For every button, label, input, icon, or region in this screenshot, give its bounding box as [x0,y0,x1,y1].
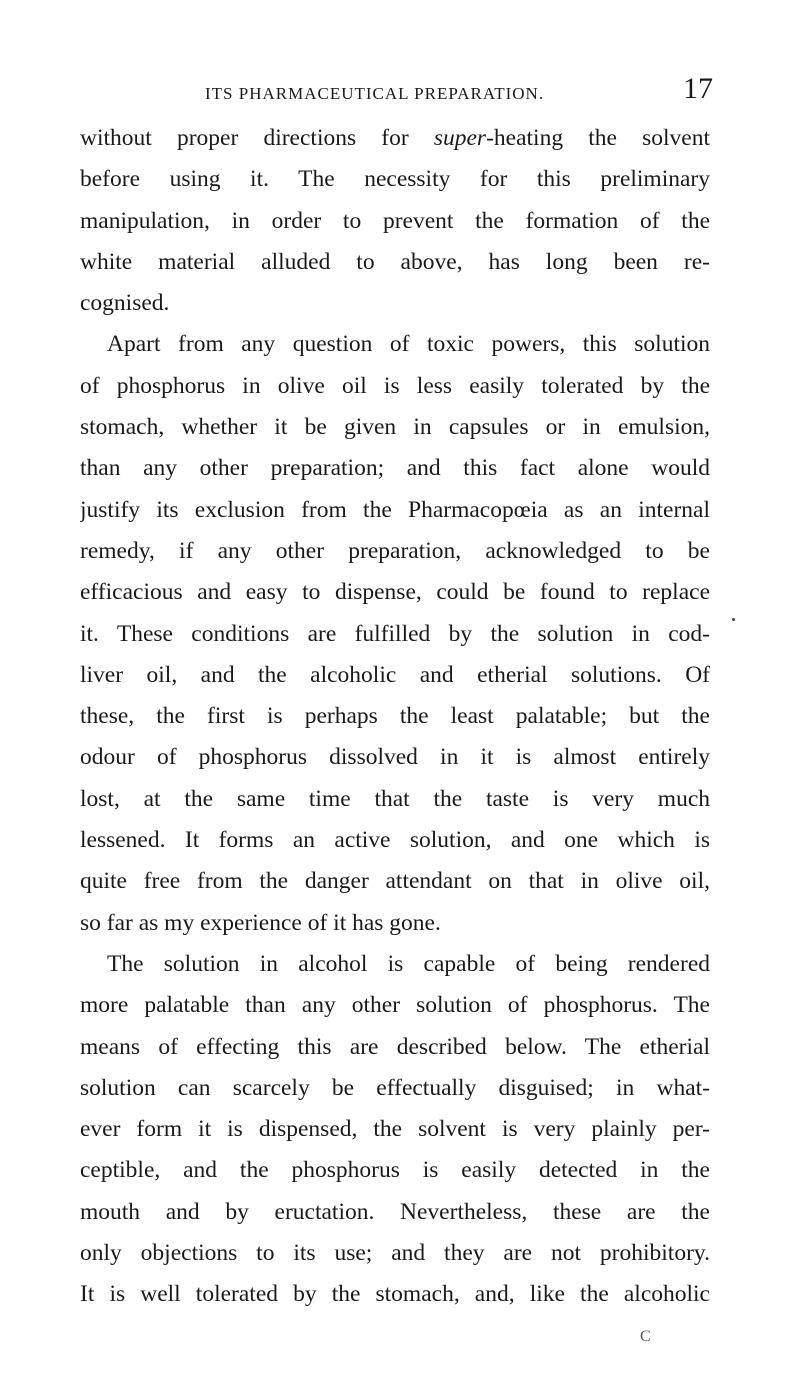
text-line: remedy, if any other preparation, acknowledged to be [80,537,710,564]
text-line: only objections to its use; and they are not prohibitory. [80,1240,710,1267]
text-line: than any other preparation; and this fact alone would [80,455,710,482]
text-line: before using it. The necessity for this preliminary [80,166,710,193]
text-line: lessened. It forms an active solution, and one which is [80,827,710,854]
text-line: stomach, whether it be given in capsules or in emulsion, [80,414,710,441]
text-line: more palatable than any other solution of phosphorus. The [80,992,710,1019]
text-line: mouth and by eructation. Nevertheless, these are the [80,1198,710,1225]
text-line: It is well tolerated by the stomach, and, like the alcoholic [80,1281,710,1308]
page-number: 17 [683,72,713,105]
text-line: ever form it is dispensed, the solvent is very plainly per- [80,1116,710,1143]
body-text [80,118,710,1316]
text-line: these, the first is perhaps the least palatable; but the [80,703,710,730]
text-line: ceptible, and the phosphorus is easily detected in the [80,1157,710,1184]
text-line: white material alluded to above, has long been re- [80,248,710,275]
text-line: cognised. [80,290,170,317]
text-line: efficacious and easy to dispense, could be found to replace [80,579,710,606]
text-line: manipulation, in order to prevent the formation of the [80,207,710,234]
text-line: solution can scarcely be effectually disguised; in what- [80,1074,710,1101]
text-line-1-end: -heating the solvent [486,125,710,151]
text-line: odour of phosphorus dissolved in it is almost entirely [80,744,710,771]
text-line-1 [80,118,710,159]
text-line-1-start: without proper directions for [80,125,434,151]
text-line: of phosphorus in olive oil is less easily tolerated by the [80,372,710,399]
running-head: ITS PHARMACEUTICAL PREPARATION. [205,84,545,103]
text-line: liver oil, and the alcoholic and etherial solutions. Of [80,661,710,688]
text-line: means of effecting this are described below. The etherial [80,1033,710,1060]
text-line: it. These conditions are fulfilled by the solution in cod- [80,620,710,647]
margin-dot [732,618,735,621]
paragraph-start-line: The solution in alcohol is capable of being rendered [107,950,710,977]
signature-mark: C [640,1328,651,1345]
paragraph-start-line: Apart from any question of toxic powers, this solution [107,331,710,358]
text-line: quite free from the danger attendant on that in olive oil, [80,868,710,895]
italic-word: super [433,125,487,151]
text-line: so far as my experience of it has gone. [80,909,441,936]
text-line: justify its exclusion from the Pharmacopœia as an internal [80,496,710,523]
text-line: lost, at the same time that the taste is very much [80,785,710,812]
